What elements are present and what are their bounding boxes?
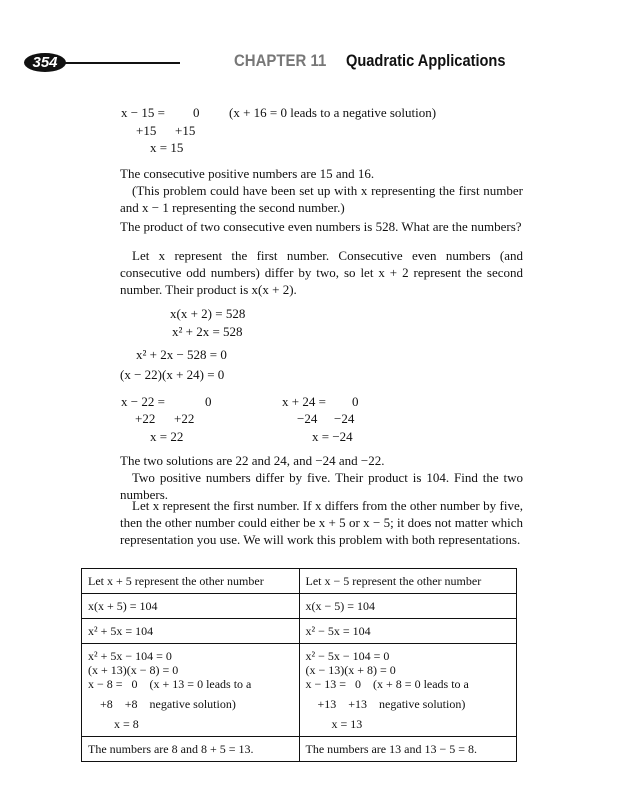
table-head-right: Let x − 5 represent the other number <box>299 569 517 594</box>
row3-left-line-e: x = 8 <box>114 717 139 731</box>
equation-4: (x − 22)(x + 24) = 0 <box>120 367 225 382</box>
table-row3-left-cell <box>82 644 300 737</box>
table-row2-right: x² − 5x = 104 <box>299 619 517 644</box>
row3-left-line-a: x² + 5x − 104 = 0 <box>88 649 172 663</box>
row3-left-line-c: x − 8 = 0 (x + 13 = 0 leads to a <box>88 677 252 691</box>
table-row1-left: x(x + 5) = 104 <box>82 594 300 619</box>
table-row1-right: x(x − 5) = 104 <box>299 594 517 619</box>
paragraph-3: The product of two consecutive even numbers is 528. What are the numbers? <box>120 219 522 234</box>
row3-right-line-b: (x − 13)(x + 8) = 0 <box>305 663 396 677</box>
table-row <box>82 737 517 762</box>
table-head-left: Let x + 5 represent the other number <box>82 569 300 594</box>
work-line-2a: +15 <box>136 123 157 138</box>
equation-1: x(x + 2) = 528 <box>170 306 246 321</box>
left-work-2a: +22 <box>135 411 156 426</box>
row3-right-line-a: x² − 5x − 104 = 0 <box>305 649 390 663</box>
work-line-2b: +15 <box>175 123 196 138</box>
work-line-3: x = 15 <box>150 140 184 155</box>
work-line-1b: 0 <box>193 105 200 120</box>
left-work-3: x = 22 <box>150 429 184 444</box>
table-row <box>82 619 517 644</box>
chapter-label: CHAPTER 11 <box>234 51 327 70</box>
table-row2-left: x² + 5x = 104 <box>82 619 300 644</box>
row3-right-line-c: x − 13 = 0 (x + 8 = 0 leads to a <box>305 677 469 691</box>
page-number: 354 <box>24 53 66 72</box>
table-row <box>82 594 517 619</box>
right-work-1a: x + 24 = <box>282 394 326 409</box>
solution-table <box>81 568 517 762</box>
equation-2: x² + 2x = 528 <box>172 324 243 339</box>
paragraph-7: Let x represent the first number. If x differs from the other number by five, then the other number could either be x + 5 or x − 5; it does not matter which representation you use. We will work this problem with both representations. <box>120 498 523 547</box>
left-work-1a: x − 22 = <box>121 394 165 409</box>
table-row <box>82 569 517 594</box>
header-rule <box>62 62 180 64</box>
right-work-2a: −24 <box>297 411 318 426</box>
paragraph-5: The two solutions are 22 and 24, and −24 and −22. <box>120 453 385 468</box>
right-work-2b: −24 <box>334 411 355 426</box>
row3-right-line-d: +13 +13 negative solution) <box>317 697 466 711</box>
table-row3-right-cell <box>299 644 517 737</box>
work-line-1c: (x + 16 = 0 leads to a negative solution) <box>229 105 437 120</box>
row3-left-line-d: +8 +8 negative solution) <box>100 697 236 711</box>
table-row <box>82 644 517 737</box>
paragraph-4: Let x represent the first number. Consecutive even numbers (and consecutive odd numbers) differ by two, so let x + 2 represent the second number. Their product is x(x + 2). <box>120 248 523 297</box>
paragraph-2: (This problem could have been set up with x representing the first number and x − 1 representing the second number.) <box>120 183 523 215</box>
right-work-1b: 0 <box>352 394 359 409</box>
table-row4-right: The numbers are 13 and 13 − 5 = 8. <box>299 737 517 762</box>
paragraph-6: Two positive numbers differ by five. Their product is 104. Find the two numbers. <box>120 470 523 502</box>
table-row4-left: The numbers are 8 and 8 + 5 = 13. <box>82 737 300 762</box>
chapter-title: Quadratic Applications <box>346 51 506 70</box>
left-work-1b: 0 <box>205 394 212 409</box>
work-line-1a: x − 15 = <box>121 105 165 120</box>
right-work-3: x = −24 <box>312 429 353 444</box>
paragraph-1: The consecutive positive numbers are 15 and 16. <box>120 166 375 181</box>
row3-left-line-b: (x + 13)(x − 8) = 0 <box>88 663 179 677</box>
equation-3: x² + 2x − 528 = 0 <box>136 347 227 362</box>
row3-right-line-e: x = 13 <box>331 717 363 731</box>
left-work-2b: +22 <box>174 411 195 426</box>
